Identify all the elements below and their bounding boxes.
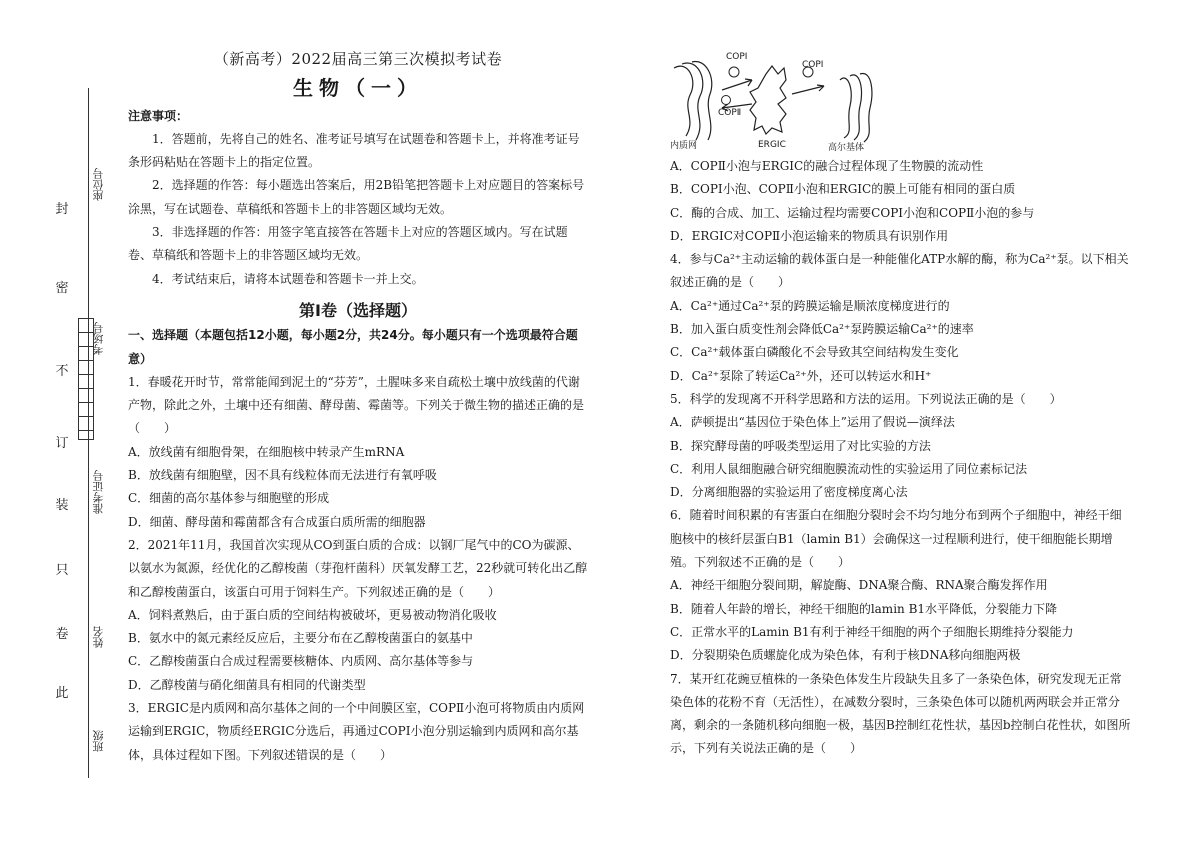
exam-title: （新高考）2022届高三第三次模拟考试卷 (213, 50, 503, 68)
question-option: A．COPⅡ小泡与ERGIC的融合过程体现了生物膜的流动性 (670, 159, 984, 173)
question-option: D．分离细胞器的实验运用了密度梯度离心法 (670, 485, 908, 500)
question-option: B．加入蛋白质变性剂会降低Ca²⁺泵跨膜运输Ca²⁺的速率 (670, 322, 974, 337)
exam-room-label: 考场号 (92, 322, 105, 355)
part-heading: 一、选择题（本题包括12小题，每小题2分，共24分。每小题只有一个选项最符合题意） (128, 328, 578, 366)
section-title: 第Ⅰ卷（选择题） (299, 300, 417, 320)
figure-label: COPⅠ (802, 60, 824, 70)
question-option: D．ERGIC对COPⅡ小泡运输来的物质具有识别作用 (670, 228, 949, 243)
question-option: B．COPⅠ小泡、COPⅡ小泡和ERGIC的膜上可能有相同的蛋白质 (670, 182, 1016, 197)
question-option: B．随着人年龄的增长，神经干细胞的lamin B1水平降低，分裂能力下降 (670, 601, 1058, 616)
question-option: C．酶的合成、加工、运输过程均需要COPⅠ小泡和COPⅡ小泡的参与 (670, 205, 1035, 220)
question-option: A．放线菌有细胞骨架，在细胞核中转录产生mRNA (128, 444, 405, 459)
question-stem: 4．参与Ca²⁺主动运输的载体蛋白是一种能催化ATP水解的酶，称为Ca²⁺泵。以下相关叙述正确的是（ ） (670, 252, 1129, 290)
question-stem: 7．某开红花豌豆植株的一条染色体发生片段缺失且多了一条染色体，研究发现无正常染色体的花粉不育（无活性），在减数分裂时，三条染色体可以随机两两联会并正常分离，剩余的一条随机移向细胞一极，基因B控制红花性状，基因b控制白花性状，如图所示，下列有关说法正确的是（ ） (670, 671, 1131, 756)
ergic-transport-figure (668, 50, 898, 153)
question-option: A．饲料煮熟后，由于蛋白质的空间结构被破坏，更易被动物消化吸收 (128, 607, 497, 622)
question-stem: 5．科学的发现离不开科学思路和方法的运用。下列说法正确的是（ ） (670, 391, 1062, 406)
seal-char: 封 (55, 202, 69, 217)
question-option: D．乙醇梭菌与硝化细菌具有相同的代谢类型 (128, 677, 366, 692)
question-option: C．正常水平的Lamin B1有利于神经干细胞的两个子细胞长期维持分裂能力 (670, 624, 1074, 639)
question-stem: 1．春暖花开时节，常常能闻到泥土的“芬芳”，土腥味多来自疏松土壤中放线菌的代谢产物，除此之外，土壤中还有细菌、酵母菌、霉菌等。下列关于微生物的描述正确的是（ ） (128, 374, 585, 436)
figure-label: 高尔基体 (828, 143, 865, 153)
note-item: 4．考试结束后，请将本试题卷和答题卡一并上交。 (152, 271, 424, 286)
figure-label: COPⅠ (726, 52, 748, 62)
class-label: 班级 (92, 730, 105, 752)
note-item: 2．选择题的作答：每小题选出答案后，用2B铅笔把答题卡上对应题目的答案标号涂黑，写在试题卷、草稿纸和答题卡上的非答题区域均无效。 (128, 178, 585, 216)
seal-char: 此 (55, 686, 69, 701)
seal-char: 不 (55, 364, 69, 379)
question-option: B．放线菌有细胞壁，因不具有线粒体而无法进行有氧呼吸 (128, 468, 437, 483)
seal-char: 卷 (55, 627, 69, 642)
figure-label: 内质网 (670, 141, 698, 151)
question-option: C．Ca²⁺载体蛋白磷酸化不会导致其空间结构发生变化 (670, 345, 959, 360)
question-option: D．细菌、酵母菌和霉菌都含有合成蛋白质所需的细胞器 (128, 514, 426, 529)
question-option: D．Ca²⁺泵除了转运Ca²⁺外，还可以转运水和H⁺ (670, 368, 932, 383)
question-stem: 2．2021年11月，我国首次实现从CO到蛋白质的合成：以钢厂尾气中的CO为碳源、以氨水为氮源，经优化的乙醇梭菌（芽孢杆菌科）厌氧发酵工艺，22秒就可转化出乙醇和乙醇梭菌蛋白，该蛋白可用于饲料生产。下列叙述正确的是（ ） (128, 537, 588, 599)
question-option: D．分裂期染色质螺旋化成为染色体，有利于核DNA移向细胞两极 (670, 648, 1021, 663)
question-option: A．萨顿提出“基因位于染色体上”运用了假说—演绎法 (670, 415, 955, 430)
admission-number-boxes (78, 318, 94, 440)
question-option: A．Ca²⁺通过Ca²⁺泵的跨膜运输是顺浓度梯度进行的 (670, 298, 950, 313)
seal-char: 装 (55, 498, 69, 513)
question-option: C．乙醇梭菌蛋白合成过程需要核糖体、内质网、高尔基体等参与 (128, 654, 474, 669)
seal-char: 只 (55, 563, 69, 578)
note-item: 1．答题前，先将自己的姓名、准考证号填写在试题卷和答题卡上，并将准考证号条形码粘贴在答题卡上的指定位置。 (128, 131, 580, 170)
seat-number-label: 座位号 (92, 168, 105, 201)
right-column (670, 155, 1132, 761)
figure-label: ERGIC (758, 140, 786, 150)
question-option: C．利用人鼠细胞融合研究细胞膜流动性的实验运用了同位素标记法 (670, 461, 1028, 476)
question-option: C．细菌的高尔基体参与细胞壁的形成 (128, 491, 330, 506)
left-column (128, 48, 588, 767)
seal-char: 密 (55, 281, 69, 296)
seal-char: 订 (55, 436, 69, 451)
question-stem: 6．随着时间积累的有害蛋白在细胞分裂时会不均匀地分布到两个子细胞中，神经干细胞核中的核纤层蛋白B1（lamin B1）会确保这一过程顺利进行，使干细胞能长期增殖。下列叙述不正确的是（ ） (670, 508, 1122, 570)
question-option: A．神经干细胞分裂间期，解旋酶、DNA聚合酶、RNA聚合酶发挥作用 (670, 578, 1048, 593)
name-label: 姓名 (92, 626, 105, 648)
question-option: B．氨水中的氮元素经反应后，主要分布在乙醇梭菌蛋白的氨基中 (128, 631, 473, 646)
subject-title: 生物（一） (293, 76, 423, 101)
question-option: B．探究酵母菌的呼吸类型运用了对比实验的方法 (670, 438, 931, 453)
figure-label: COPⅡ (718, 108, 742, 118)
admission-number-label: 准考证号 (92, 470, 105, 514)
question-stem: 3．ERGIC是内质网和高尔基体之间的一个中间膜区室，COPⅡ小泡可将物质由内质网运输到ERGIC，物质经ERGIC分选后，再通过COPⅠ小泡分别运输到内质网和高尔基体，具体过程如下图。下列叙述错误的是（ ） (128, 701, 585, 762)
notes-heading: 注意事项： (128, 108, 189, 123)
note-item: 3．非选择题的作答：用签字笔直接答在答题卡上对应的答题区域内。写在试题卷、草稿纸和答题卡上的非答题区域均无效。 (128, 225, 568, 263)
ergic-diagram (668, 50, 898, 150)
